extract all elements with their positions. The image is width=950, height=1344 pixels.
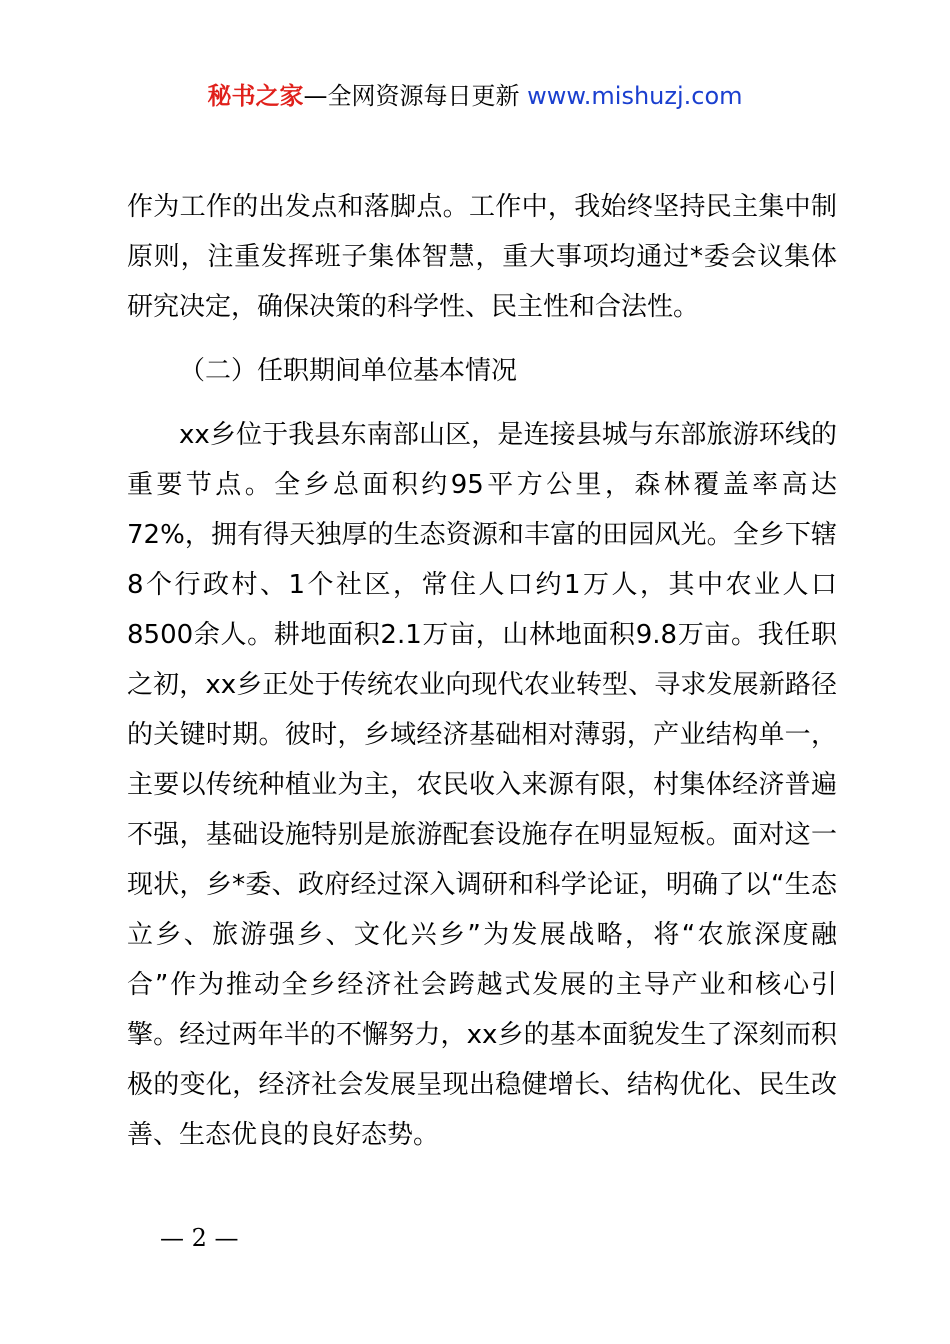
site-url-link[interactable]: www.mishuzj.com bbox=[527, 82, 743, 110]
site-header bbox=[0, 80, 950, 112]
section-heading: （二）任职期间单位基本情况 bbox=[179, 356, 518, 386]
site-tagline: —全网资源每日更新 bbox=[303, 82, 528, 110]
continuation-paragraph: 作为工作的出发点和落脚点。工作中，我始终坚持民主集中制原则，注重发挥班子集体智慧，重大事项均通过*委会议集体研究决定，确保决策的科学性、民主性和合法性。 bbox=[127, 192, 837, 322]
site-brand: 秘书之家 bbox=[207, 82, 304, 110]
main-paragraph: xx乡位于我县东南部山区，是连接县城与东部旅游环线的重要节点。全乡总面积约95平方公里，森林覆盖率高达72%，拥有得天独厚的生态资源和丰富的田园风光。全乡下辖8个行政村、1个社区，常住人口约1万人，其中农业人口8500余人。耕地面积2.1万亩，山林地面积9.8万亩。我任职之初，xx乡正处于传统农业向现代农业转型、寻求发展新路径的关键时期。彼时，乡域经济基础相对薄弱，产业结构单一，主要以传统种植业为主，农民收入来源有限，村集体经济普遍不强，基础设施特别是旅游配套设施存在明显短板。面对这一现状，乡*委、政府经过深入调研和科学论证，明确了以“生态立乡、旅游强乡、文化兴乡”为发展战略，将“农旅深度融合”作为推动全乡经济社会跨越式发展的主导产业和核心引擎。经过两年半的不懈努力，xx乡的基本面貌发生了深刻而积极的变化，经济社会发展呈现出稳健增长、结构优化、民生改善、生态优良的良好态势。 bbox=[127, 420, 837, 1150]
page-number: — 2 — bbox=[160, 1224, 239, 1252]
document-body bbox=[127, 182, 837, 1160]
